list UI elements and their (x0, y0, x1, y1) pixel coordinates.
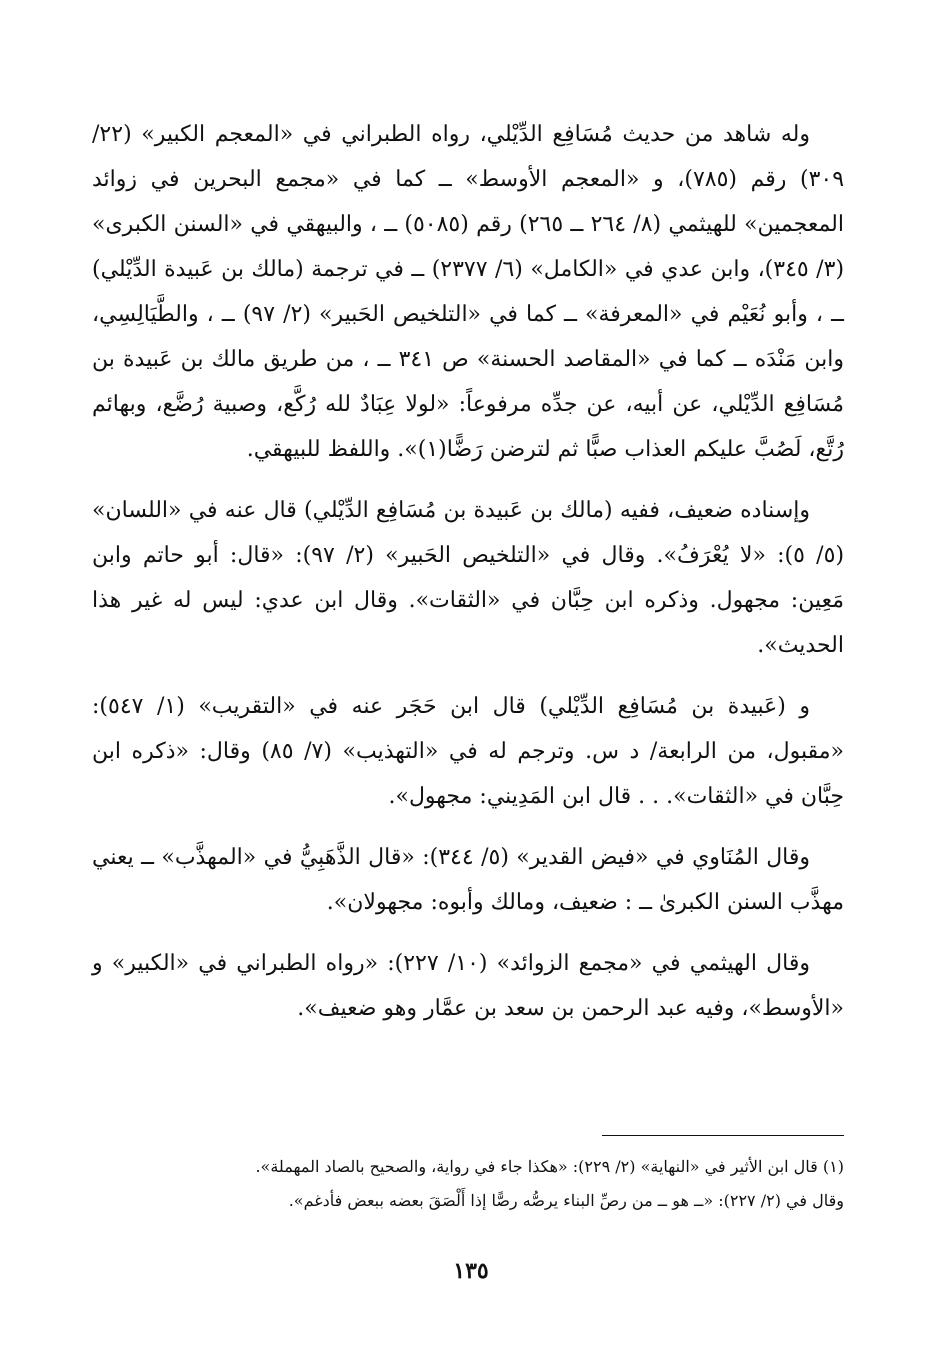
footnote-separator (602, 1135, 844, 1136)
paragraph-haythami: وقال الهيثمي في «مجمع الزوائد» (١٠/ ٢٢٧): «رواه الطبراني في «الكبير» و «الأوسط»، وفيه عبد الرحمن بن سعد بن عمَّار وهو ضعيف». (92, 951, 844, 1021)
main-text (92, 112, 844, 1031)
paragraph-hadith-witness: وله شاهد من حديث مُسَافِع الدِّيْلي، رواه الطبراني في «المعجم الكبير» (٢٢/ ٣٠٩) رقم (٧٨٥)، و «المعجم الأوسط» ــ كما في «مجمع البحرين في زوائد المعجمين» للهيثمي (٨/ ٢٦٤ ــ ٢٦٥) رقم (٥٠٨٥) ــ ، والبيهقي في «السنن الكبرى» (٣/ ٣٤٥)، وابن عدي في «الكامل» (٦/ ٢٣٧٧) ــ في ترجمة (مالك بن عَبيدة الدِّيْلي) ــ ، وأبو نُعَيْم في «المعرفة» ــ كما في «التلخيص الحَبير» (٢/ ٩٧) ــ ، والطَّيَالِسِي، وابن مَنْدَه ــ كما في «المقاصد الحسنة» ص ٣٤١ ــ ، من طريق مالك بن عَبيدة بن مُسَافِع الدِّيْلي، عن أبيه، عن جدِّه مرفوعاً: «لولا عِبَادٌ لله رُكَّع، وصبية رُضَّع، وبهائم رُتَّع، لَصُبَّ عليكم العذاب صبًّا ثم لترضن رَضًّا(١)». واللفظ للبيهقي. (92, 122, 845, 462)
footnote-line: (١) قال ابن الأثير في «النهاية» (٢/ ٢٢٩): «هكذا جاء في رواية، والصحيح بالصاد المهملة». (255, 1157, 844, 1176)
paragraph-isnad-weak: وإسناده ضعيف، ففيه (مالك بن عَبيدة بن مُسَافِع الدِّيْلي) قال عنه في «اللسان» (٥/ ٥): «لا يُعْرَفُ». وقال في «التلخيص الحَبير» (٢/ ٩٧): «قال: أبو حاتم وابن مَعِين: مجهول. وذكره ابن حِبَّان في «الثقات». وقال ابن عدي: ليس له غير هذا الحديث». (92, 498, 845, 658)
paragraph-ubaydah: و (عَبيدة بن مُسَافِع الدِّيْلي) قال ابن حَجَر عنه في «التقريب» (١/ ٥٤٧): «مقبول، من الرابعة/ د س. وترجم له في «التهذيب» (٧/ ٨٥) وقال: «ذكره ابن حِبَّان في «الثقات». . . قال ابن المَدِيني: مجهول». (92, 694, 845, 809)
page-number: ١٣٥ (453, 1258, 489, 1284)
footnote-line: وقال في (٢/ ٢٢٧): «ــ هو ــ من رصِّ البناء يرصُّه رصًّا إذا أَلْصَقَ بعضه ببعض فأدغم». (288, 1191, 844, 1210)
paragraph-munawi: وقال المُنَاوي في «فيض القدير» (٥/ ٣٤٤): «قال الذَّهَبِيُّ في «المهذَّب» ــ يعني مهذَّب السنن الكبرىٰ ــ : ضعيف، ومالك وأبوه: مجهولان». (92, 845, 844, 915)
footnotes (92, 1150, 844, 1218)
